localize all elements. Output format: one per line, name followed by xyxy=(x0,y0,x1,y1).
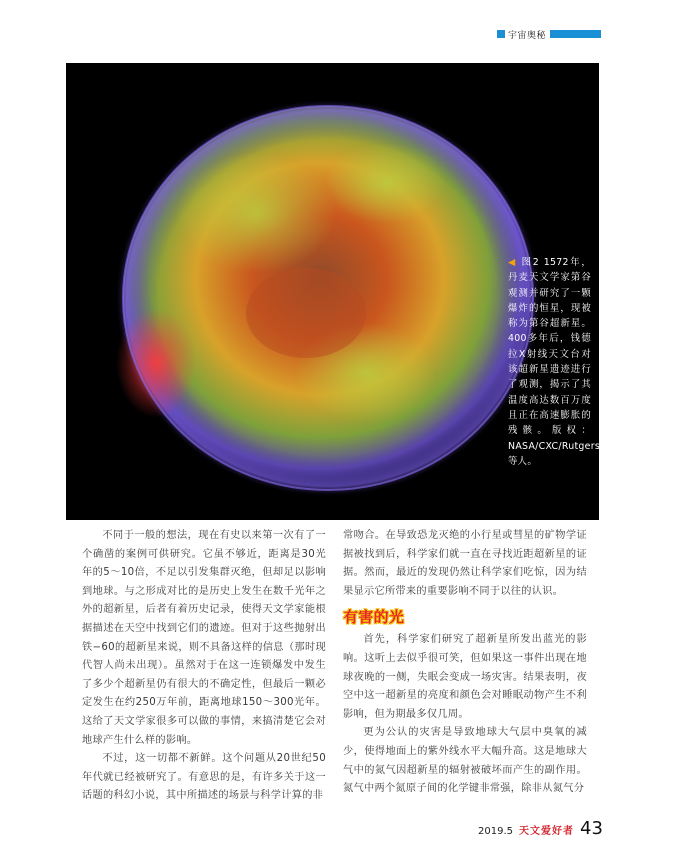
caption-text: 图2 1572年，丹麦天文学家第谷观测并研究了一颗爆炸的恒星，现被称为第谷超新星。400多年后，钱德拉X射线天文台对该超新星遗迹进行了观测，揭示了其温度高达数百万度且正在高速膨胀的残骸。版权：NASA/CXC/Rutgers/J.Warren/J.Hughes等人。 xyxy=(508,257,692,467)
section-label: 宇宙奥秘 xyxy=(508,30,547,41)
issue-date: 2019.5 xyxy=(478,826,513,837)
right-text-column xyxy=(343,527,587,799)
figure-caption xyxy=(508,255,692,469)
paragraph: 更为公认的灾害是导致地球大气层中臭氧的减少，使得地面上的紫外线水平大幅升高。这是地球大气中的氮气因超新星的辐射被破坏而产生的副作用。氮气中两个氮原子间的化学键非常强，除非从氮气分 xyxy=(343,727,587,795)
section-bar xyxy=(550,30,601,38)
paragraph: 不过，这一切都不新鲜。这个问题从20世纪50年代就已经被研究了。有意思的是，有许多关于这一话题的科幻小说，其中所描述的场景与科学计算的非 xyxy=(82,753,326,802)
supernova-remnant-image xyxy=(66,63,692,520)
page-footer xyxy=(478,818,603,840)
section-header xyxy=(497,28,601,40)
paragraph: 不同于一般的想法，现在有史以来第一次有了一个确凿的案例可供研究。它虽不够近，距离是30光年的5～10倍，不足以引发集群灭绝，但却足以影响到地球。与之形成对比的是历史上发生在数千光年之外的超新星，后者有着历史记录，使得天文学家能根据描述在天空中找到它们的遗迹。但对于这些抛射出铁−60的超新星来说，则不具备这样的信息（那时现代智人尚未出现）。虽然对于在这一连锁爆发中发生了多少个超新星仍有很大的不确定性，但最后一颗必定发生在约250万年前，距离地球150～300光年。这给了天文学家很多可以做的事情，来搞清楚它会对地球产生什么样的影响。 xyxy=(82,530,326,746)
paragraph: 首先，科学家们研究了超新星所发出蓝光的影响。这听上去似乎很可笑，但如果这一事件出现在地球夜晚的一侧，失眠会变成一场灾害。结果表明，夜空中这一超新星的亮度和颜色会对睡眠动物产生不利影响，但为期最多仅几周。 xyxy=(343,634,587,720)
section-heading: 有害的光 xyxy=(343,608,405,627)
caption-arrow-icon: ◀ xyxy=(508,257,517,268)
page-number: 43 xyxy=(580,818,603,839)
left-text-column xyxy=(82,527,326,806)
section-marker xyxy=(497,30,505,38)
magazine-name: 天文爱好者 xyxy=(519,826,574,837)
paragraph: 常吻合。在导致恐龙灭绝的小行星或彗星的矿物学证据被找到后，科学家们就一直在寻找近距超新星的证据。然而，最近的发现仍然让科学家们吃惊，因为结果显示它所带来的重要影响不同于以往的认识。 xyxy=(343,530,587,597)
